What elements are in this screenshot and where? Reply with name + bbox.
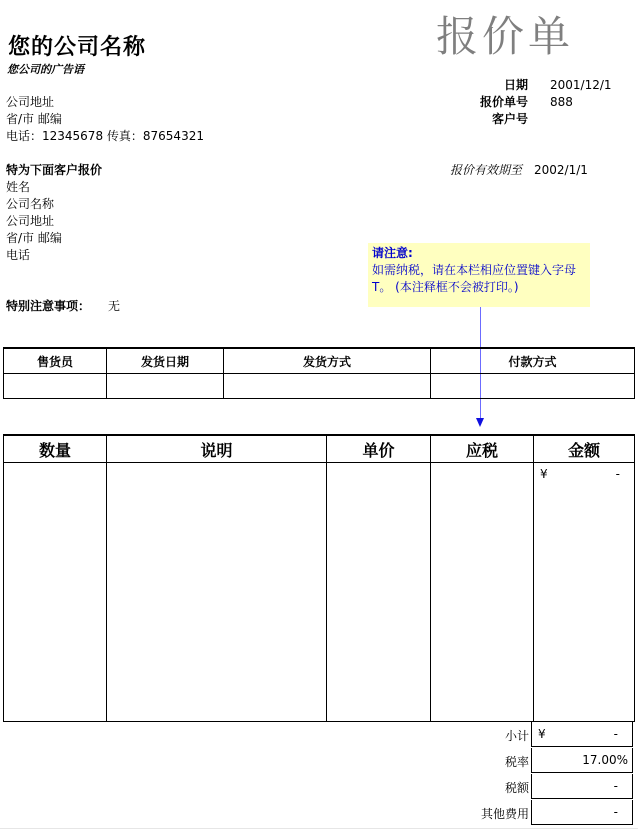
company-province-zip: 省/市 邮编 [6, 112, 62, 126]
items-table [3, 434, 635, 722]
subtotal-label: 小计 [504, 729, 529, 743]
company-phone-fax: 电话：12345678 传真：87654321 [6, 129, 204, 143]
comment-title: 请注意: [372, 246, 413, 260]
shipping-table [3, 347, 635, 399]
other-fees-row [430, 800, 635, 825]
comment-body: 如需纳税，请在本栏相应位置键入字母 T。 (本注释框不会被打印。) [372, 263, 577, 294]
customer-heading: 特为下面客户报价 [6, 163, 103, 177]
description-cell[interactable] [107, 463, 327, 722]
header-taxable: 应税 [431, 435, 534, 463]
tax-rate-label: 税率 [504, 755, 529, 769]
company-slogan: 您公司的广告语 [7, 63, 84, 76]
subtotal-currency: ¥ [538, 727, 546, 741]
tax-rate-value-cell[interactable] [531, 748, 633, 773]
amount-value: - [615, 467, 620, 481]
unit-price-cell[interactable] [327, 463, 431, 722]
customer-province-zip[interactable]: 省/市 邮编 [6, 231, 62, 245]
header-ship-method: 发货方式 [224, 348, 431, 374]
ship-date-cell[interactable] [107, 374, 224, 399]
quote-number-label: 报价单号 [479, 95, 528, 109]
document-title: 报价单 [436, 12, 575, 61]
header-unit-price: 单价 [327, 435, 431, 463]
ship-method-cell[interactable] [224, 374, 431, 399]
customer-id-label: 客户号 [491, 112, 528, 126]
header-description: 说明 [107, 435, 327, 463]
special-notes-value[interactable]: 无 [108, 299, 121, 313]
arrow-down-icon [476, 418, 484, 427]
tax-rate-value: 17.00% [582, 753, 628, 767]
subtotal-value-cell[interactable] [531, 722, 633, 747]
tax-amount-value-cell[interactable] [531, 774, 633, 799]
other-fees-value: - [613, 805, 618, 819]
tax-amount-label: 税额 [504, 781, 529, 795]
valid-until-value[interactable]: 2002/1/1 [534, 163, 588, 177]
quantity-cell[interactable] [4, 463, 107, 722]
header-quantity: 数量 [4, 435, 107, 463]
subtotal-value: - [613, 727, 618, 741]
date-label: 日期 [503, 78, 528, 92]
tax-rate-row [430, 748, 635, 773]
company-address: 公司地址 [6, 95, 55, 109]
comment-note [368, 243, 590, 307]
subtotal-row [430, 722, 635, 747]
header-salesperson: 售货员 [4, 348, 107, 374]
quote-number-value[interactable]: 888 [550, 95, 573, 109]
other-fees-value-cell[interactable] [531, 800, 633, 825]
page-bottom-divider [0, 828, 638, 829]
date-value[interactable]: 2001/12/1 [550, 78, 612, 92]
tax-amount-row [430, 774, 635, 799]
other-fees-label: 其他费用 [480, 807, 529, 821]
customer-address[interactable]: 公司地址 [6, 214, 55, 228]
header-payment-method: 付款方式 [431, 348, 635, 374]
salesperson-cell[interactable] [4, 374, 107, 399]
header-amount: 金额 [534, 435, 635, 463]
company-name: 您的公司名称 [8, 34, 147, 60]
customer-company[interactable]: 公司名称 [6, 197, 55, 211]
valid-until-label: 报价有效期至 [450, 163, 523, 177]
amount-currency: ¥ [540, 467, 548, 481]
taxable-cell[interactable] [431, 463, 534, 722]
payment-method-cell[interactable] [431, 374, 635, 399]
customer-name[interactable]: 姓名 [6, 180, 31, 194]
customer-phone[interactable]: 电话 [6, 248, 31, 262]
tax-amount-value: - [613, 779, 618, 793]
header-ship-date: 发货日期 [107, 348, 224, 374]
special-notes-label: 特别注意事项： [6, 299, 91, 313]
amount-cell[interactable] [534, 463, 635, 722]
